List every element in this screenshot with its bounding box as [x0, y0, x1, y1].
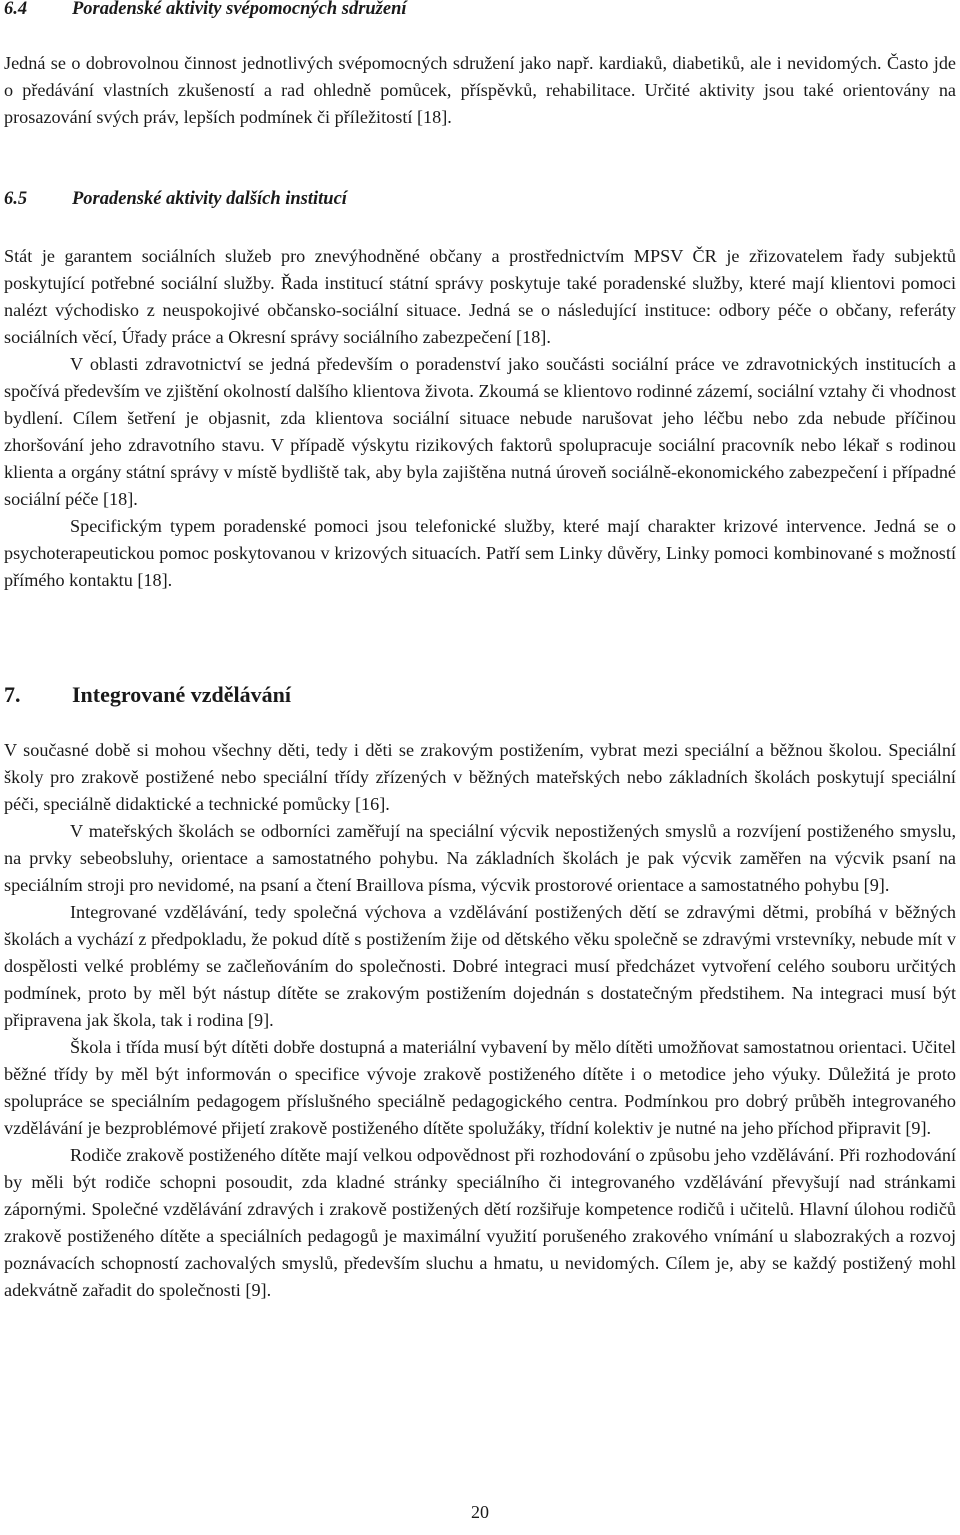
paragraph: V mateřských školách se odborníci zaměřují na speciální výcvik nepostižených smyslů a rozvíjení postiženého smyslu, na prvky sebeobsluhy, orientace a samostatného pohybu. Na základních školách je pak výcvik zaměřen na výcvik psaní na speciálním stroji pro nevidomé, na psaní a čtení Braillova písma, výcvik prostorové orientace a samostatného pohybu [9].	[4, 821, 956, 895]
paragraph: Integrované vzdělávání, tedy společná výchova a vzdělávání postižených dětí se zdravými dětmi, probíhá v běžných školách a vychází z předpokladu, že pokud dítě s postižením žije od dětského věku společně se zdravými vrstevníky, nebude mít v dospělosti velké problémy se začleňováním do společnosti. Dobré integraci musí předcházet vytvoření celého souboru určitých podmínek, proto by měl být nástup dítěte se zrakovým postižením dojednán s dostatečným předstihem. Na integraci musí být připravena jak škola, tak i rodina [9].	[4, 902, 956, 1030]
section-heading-6-4	[4, 0, 407, 23]
paragraph: Rodiče zrakově postiženého dítěte mají velkou odpovědnost při rozhodování o způsobu jeho vzdělávání. Při rozhodování by měli být rodiče schopni posoudit, zda kladné stránky speciálního či integrovaného vzdělávání převyšují nad stránkami zápornými. Společné vzdělávání zdravých i zrakově postižených dětí rozšiřuje kompetence rodičů i učitelů. Hlavní úlohou rodičů zrakově postiženého dítěte a speciálních pedagogů je maximální využití porušeného zrakového vnímání u slabozrakých a rozvoj poznávacích schopností zachovalých smyslů, především sluchu a hmatu, u nevidomých. Cílem je, aby se každý postižený mohl adekvátně zařadit do společnosti [9].	[4, 1145, 956, 1300]
paragraph: Stát je garantem sociálních služeb pro znevýhodněné občany a prostřednictvím MPSV ČR je zřizovatelem řady subjektů poskytující potřebné sociální služby. Řada institucí státní správy poskytuje také poradenské služby, které mají klientovi pomoci nalézt východisko z neuspokojivé občansko-sociální situace. Jedná se o následující instituce: odbory péče o občany, referáty sociálních věcí, Úřady práce a Okresní správy sociálního zabezpečení [18].	[4, 246, 956, 347]
chapter-heading-7	[4, 680, 291, 710]
paragraph: V současné době si mohou všechny děti, tedy i děti se zrakovým postižením, vybrat mezi speciální a běžnou školou. Speciální školy pro zrakově postižené nebo speciální třídy zřízených v běžných mateřských nebo základních školách poskytují speciální péči, speciálně didaktické a technické pomůcky [16].	[4, 740, 956, 814]
paragraph: Škola i třída musí být dítěti dobře dostupná a materiální vybavení by mělo dítěti umožňovat samostatnou orientaci. Učitel běžné třídy by měl být informován o specifice vývoje zrakově postiženého dítěte i o metodice jeho výuky. Důležitá je proto spolupráce se speciálním pedagogem příslušného speciálně pedagogického centra. Podmínkou pro dobrý průběh integrovaného vzdělávání je bezproblémové přijetí zrakově postiženého dítěte spolužáky, třídní kolektiv je nutné na jeho příchod připravit [9].	[4, 1037, 956, 1138]
section-heading-6-5	[4, 186, 347, 213]
chapter-number: 7.	[4, 682, 21, 707]
paragraph: Specifickým typem poradenské pomoci jsou telefonické služby, které mají charakter krizové intervence. Jedná se o psychoterapeutickou pomoc poskytovanou v krizových situacích. Patří sem Linky důvěry, Linky pomoci kombinované s možností přímého kontaktu [18].	[4, 516, 956, 590]
section-number: 6.4	[4, 0, 28, 19]
paragraph: Jedná se o dobrovolnou činnost jednotlivých svépomocných sdružení jako např. kardiaků, diabetiků, ale i nevidomých. Často jde o předávání vlastních zkušeností a rad ohledně pomůcek, příspěvků, rehabilitace. Určité aktivity jsou také orientovány na prosazování svých práv, lepších podmínek či příležitostí [18].	[4, 53, 956, 127]
page-number: 20	[471, 1502, 489, 1522]
section-body-6-5	[4, 243, 956, 594]
chapter-title: Integrované vzdělávání	[72, 682, 291, 707]
section-title: Poradenské aktivity dalších institucí	[72, 189, 347, 209]
section-title: Poradenské aktivity svépomocných sdružení	[72, 0, 407, 19]
section-body-7	[4, 737, 956, 1304]
paragraph: V oblasti zdravotnictví se jedná především o poradenství jako součásti sociální práce ve zdravotnických institucích a spočívá především ve zjištění okolností dalšího klientova života. Zkoumá se klientovo rodinné zázemí, sociální vztahy či vhodnost bydlení. Cílem šetření je objasnit, zda klientova sociální situace nebude narušovat jeho léčbu nebo zda nebude příčinou zhoršování jeho zdravotního stavu. V případě výskytu rizikových faktorů spolupracuje sociální pracovník nebo lékař s rodinou klienta a orgány státní správy v místě bydliště tak, aby byla zajištěna nutná úroveň sociálně-ekonomického zabezpečení i případné sociální péče [18].	[4, 354, 956, 509]
section-number: 6.5	[4, 189, 28, 209]
